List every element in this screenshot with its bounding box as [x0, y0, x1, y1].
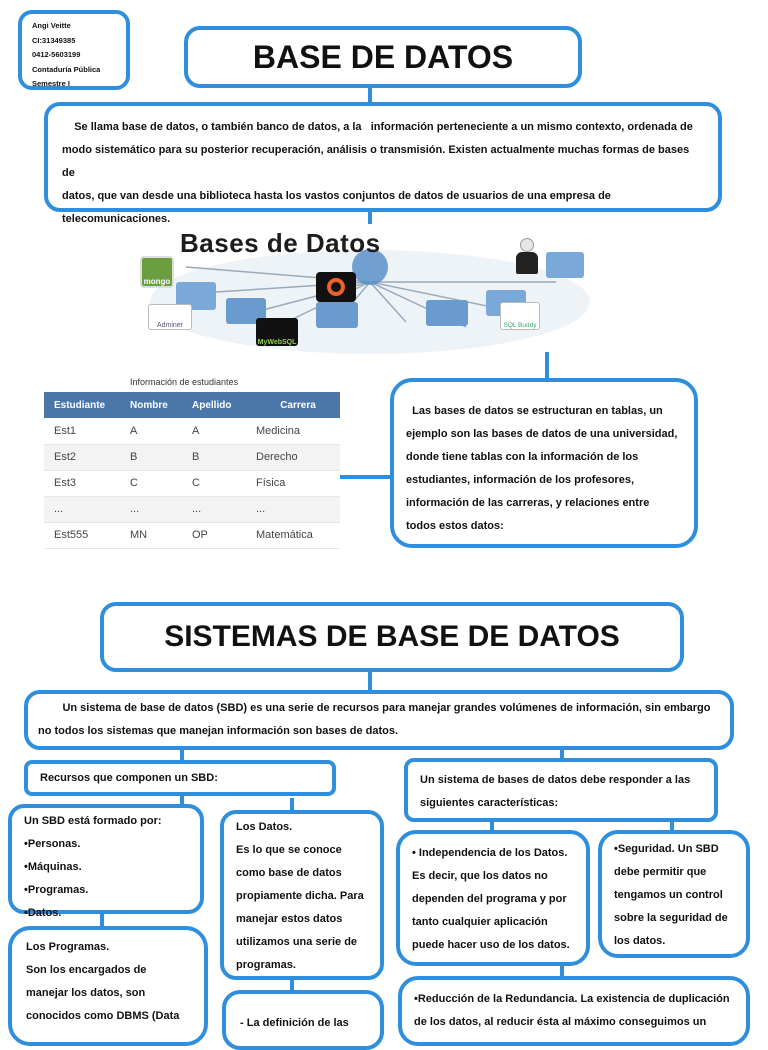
text-line: sobre la seguridad de [614, 912, 728, 924]
text-line: telecomunicaciones. [62, 213, 171, 225]
author-line: Semestre I [32, 79, 70, 88]
text-line: Recursos que componen un SBD: [40, 772, 218, 784]
text-line: manejar los datos, son [26, 987, 146, 999]
text-line: tengamos un control [614, 889, 723, 901]
text-line: Las bases de datos se estructuran en tablas, un [406, 405, 663, 417]
independence-box [396, 830, 590, 966]
table-row [44, 522, 340, 548]
column-header: Nombre [120, 392, 182, 418]
text-line: Son los encargados de [26, 964, 147, 976]
table-cell: ... [246, 496, 340, 522]
table-cell: B [182, 444, 246, 470]
database-center-icon [316, 272, 356, 302]
components-box [8, 804, 204, 919]
author-info-card [18, 10, 130, 90]
text-line: Un sistema de base de datos (SBD) es una serie de recursos para manejar grandes volúmenes de información, sin embargo [38, 702, 711, 714]
definition-box [44, 102, 722, 225]
tables-note-box [390, 378, 698, 548]
text-line: propiamente dicha. Para [236, 890, 364, 902]
table-cell: ... [182, 496, 246, 522]
text-line: información de las carreras, y relaciones entre [406, 497, 650, 509]
data-box [220, 810, 384, 980]
text-line: •Programas. [24, 884, 89, 896]
text-line: •Reducción de la Redundancia. La existencia de duplicación [414, 993, 730, 1005]
table-cell: ... [44, 496, 120, 522]
text-line: puede hacer uso de los datos. [412, 939, 570, 951]
text-line: no todos los sistemas que manejan información son bases de datos. [38, 725, 399, 737]
table-cell: Est2 [44, 444, 120, 470]
connector-line [340, 475, 392, 479]
table-row [44, 418, 340, 444]
text-line: •Datos. [24, 907, 62, 919]
author-line: 0412-5603199 [32, 50, 81, 59]
section-title: SISTEMAS DE BASE DE DATOS [100, 602, 684, 672]
security-box [598, 830, 750, 958]
text-line: datos, que van desde una biblioteca hasta los vastos conjuntos de datos de usuarios de una empresa de [62, 190, 611, 202]
text-line: conocidos como DBMS (Data [26, 1010, 180, 1022]
logo-label: MyWebSQL [257, 339, 297, 346]
text-line: tanto cualquier aplicación [412, 916, 548, 928]
page-title: BASE DE DATOS [184, 26, 582, 88]
text-line: todos estos datos: [406, 520, 504, 532]
table-cell: Est1 [44, 418, 120, 444]
text-line: ejemplo son las bases de datos de una universidad, [406, 428, 678, 440]
table-header-row [44, 392, 340, 418]
table-cell: A [120, 418, 182, 444]
logo-label: mongo [143, 277, 171, 286]
table-caption: Información de estudiantes [130, 377, 239, 387]
text-line: como base de datos [236, 867, 342, 879]
table-cell: MN [120, 522, 182, 548]
table-row [44, 470, 340, 496]
businessman-icon [516, 238, 538, 276]
table-cell: Medicina [246, 418, 340, 444]
sbd-definition-box [24, 690, 734, 750]
mongo-logo [140, 256, 174, 288]
author-line: CI:31349385 [32, 35, 76, 45]
database-illustration [126, 222, 614, 354]
characteristics-title-box [404, 758, 718, 822]
text-line: estudiantes, información de los profesores, [406, 474, 634, 486]
text-line: siguientes características: [420, 797, 559, 809]
connector-line [368, 670, 372, 692]
text-line: •Máquinas. [24, 861, 82, 873]
table-cell: A [182, 418, 246, 444]
text-line: •Personas. [24, 838, 81, 850]
text-line: utilizamos una serie de [236, 936, 358, 948]
table-cell: C [120, 470, 182, 496]
table-cell: C [182, 470, 246, 496]
text-line: los datos. [614, 935, 666, 947]
adminer-logo [148, 304, 192, 330]
table-cell: ... [120, 496, 182, 522]
column-header: Estudiante [44, 392, 120, 418]
redundancy-box [398, 976, 750, 1046]
table-cell: Matemática [246, 522, 340, 548]
text-line: donde tiene tablas con la información de los [406, 451, 639, 463]
column-header: Carrera [246, 392, 340, 418]
author-line: Contaduría Pública [32, 64, 101, 74]
text-line: programas. [236, 959, 296, 971]
data-definition-box [222, 990, 384, 1050]
table-cell: Est3 [44, 470, 120, 496]
table-cell: OP [182, 522, 246, 548]
programs-box [8, 926, 208, 1046]
text-line: manejar estos datos [236, 913, 343, 925]
table-cell: Física [246, 470, 340, 496]
table-row [44, 444, 340, 470]
image-title: Bases de Datos [180, 228, 381, 258]
table-row [44, 496, 340, 522]
text-line: Los Programas. [26, 941, 110, 953]
student-table [44, 392, 340, 549]
table-cell: Derecho [246, 444, 340, 470]
logo-label: Adminer [156, 322, 184, 329]
table-cell: B [120, 444, 182, 470]
text-line: Es decir, que los datos no [412, 870, 548, 882]
table-cell: Est555 [44, 522, 120, 548]
text-line: de los datos, al reducir ésta al máximo conseguimos un [414, 1016, 707, 1028]
column-header: Apellido [182, 392, 246, 418]
logo-label: SQL Buddy [503, 322, 537, 329]
text-line: Se llama base de datos, o también banco de datos, a la información perteneciente a un mismo contexto, ordenada de [62, 121, 693, 133]
text-line: • Independencia de los Datos. [412, 847, 568, 859]
resources-title-box [24, 760, 336, 796]
author-line: Angi Veitte [32, 21, 71, 30]
mywebsql-logo [256, 318, 298, 346]
connector-line [545, 352, 549, 380]
text-line: Un sistema de bases de datos debe responder a las [420, 774, 691, 786]
text-line: Es lo que se conoce [236, 844, 342, 856]
text-line: •Seguridad. Un SBD [614, 843, 719, 855]
sqlbuddy-logo [500, 302, 540, 330]
text-line: debe permitir que [614, 866, 707, 878]
text-line: dependen del programa y por [412, 893, 567, 905]
text-line: - La definición de las [240, 1017, 349, 1029]
text-line: Los Datos. [236, 821, 293, 833]
text-line: Un SBD está formado por: [24, 815, 162, 827]
text-line: modo sistemático para su posterior recuperación, análisis o transmisión. Existen actualmente muchas formas de bases de [62, 144, 690, 179]
